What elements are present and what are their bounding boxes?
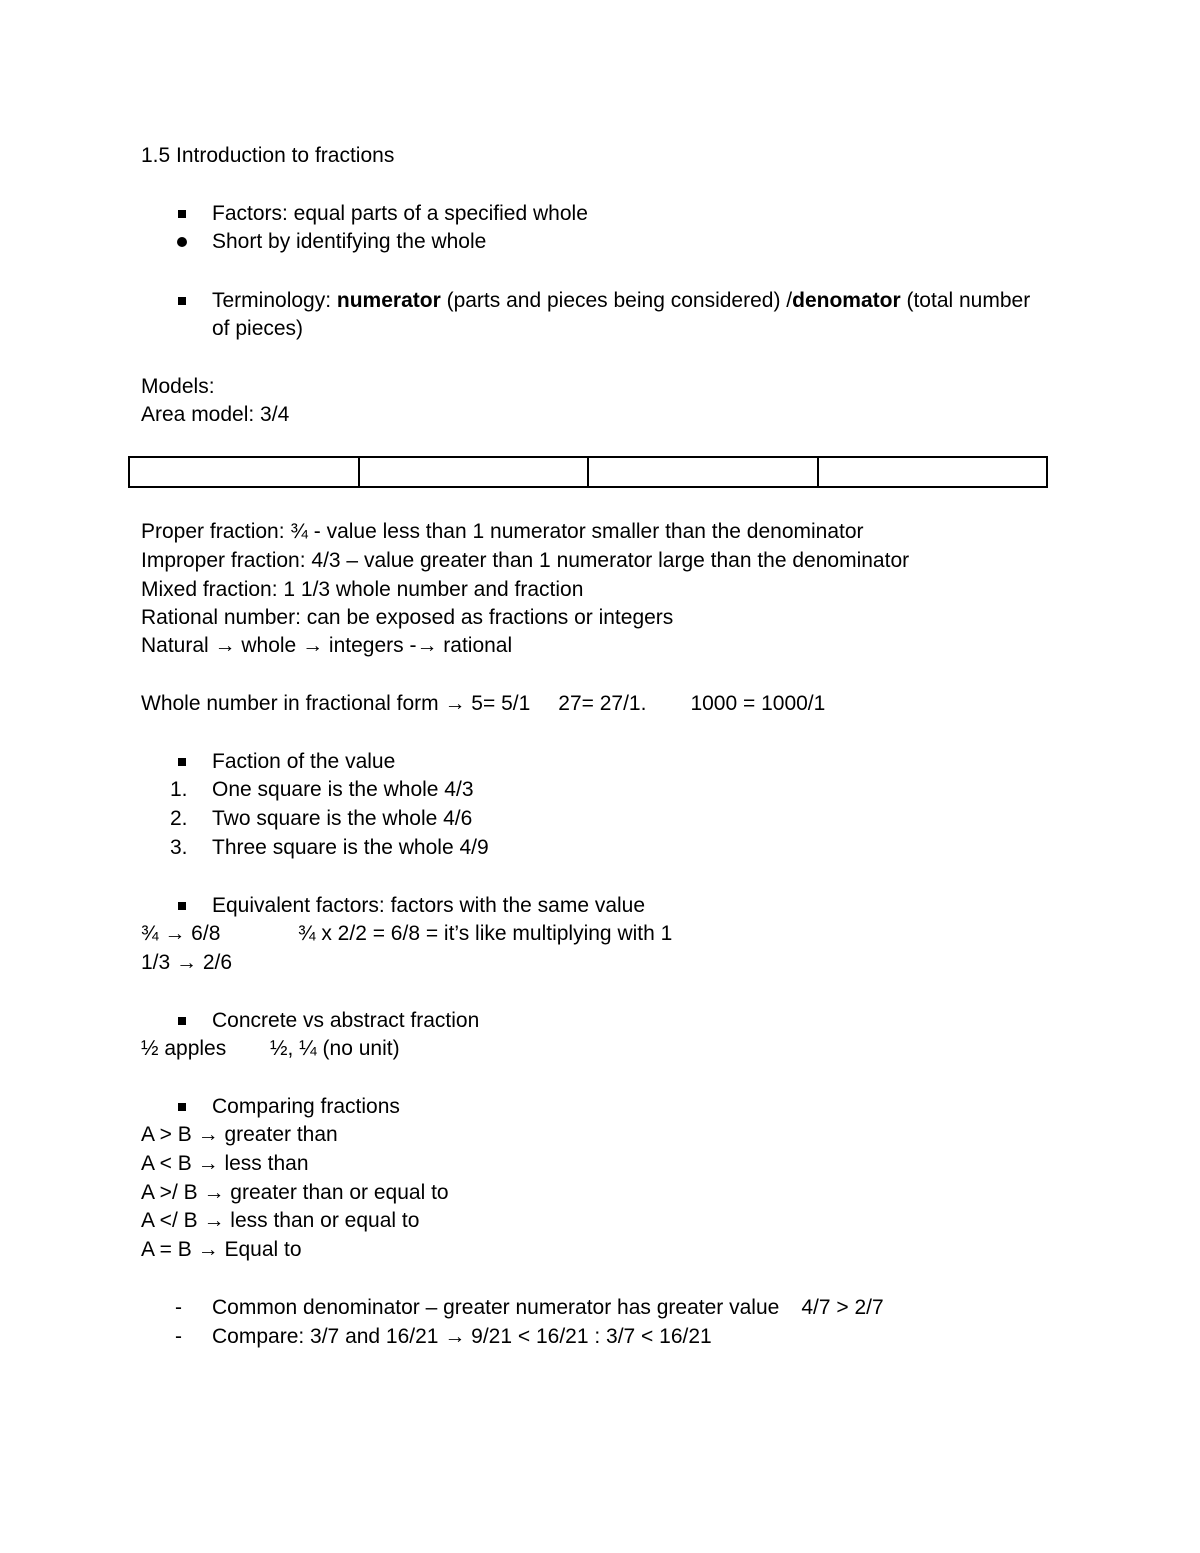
mixed-fraction-line: Mixed fraction: 1 1/3 whole number and fraction [141,578,584,601]
list-number: 2. [170,807,188,830]
comparing-heading: Comparing fractions [212,1095,400,1118]
equivalent-example-c: 1/3 → 2/6 [141,951,233,974]
area-model-cell [818,457,1048,487]
area-model-cell [129,457,359,487]
square-bullet-icon [170,893,200,919]
common-denominator-line [212,1295,884,1321]
denominator-term: denomator [792,289,901,312]
equivalent-heading: Equivalent factors: factors with the same value [212,894,646,917]
square-bullet-icon [170,1008,200,1034]
list-item: Two square is the whole 4/6 [212,807,473,830]
comparison-line: A > B → greater than [141,1123,338,1146]
square-bullet-icon [170,201,200,227]
terminology-end: (total number [900,289,1031,312]
dash-bullet: - [175,1325,182,1348]
area-model-cell [588,457,818,487]
whole-number-example: 27= 27/1. [558,692,647,715]
whole-number-label: Whole number in fractional form → 5= 5/1 [141,692,531,715]
terminology-mid: (parts and pieces being considered) / [440,289,793,312]
common-denominator-example: 4/7 > 2/7 [801,1296,884,1319]
comparison-line: A < B → less than [141,1152,309,1175]
whole-number-example: 1000 = 1000/1 [690,692,826,715]
square-bullet-icon [170,1094,200,1120]
proper-fraction-line: Proper fraction: ¾ - value less than 1 numerator smaller than the denominator [141,520,864,543]
common-denominator-text: Common denominator – greater numerator has greater value [212,1296,780,1319]
square-bullet-icon [170,288,200,314]
area-model-cell [359,457,589,487]
improper-fraction-line: Improper fraction: 4/3 – value greater than 1 numerator large than the denominator [141,549,910,572]
rational-number-line: Rational number: can be exposed as fractions or integers [141,606,674,629]
list-item: Three square is the whole 4/9 [212,836,489,859]
area-model-grid [128,456,1048,488]
list-number: 3. [170,836,188,859]
compare-example-line: Compare: 3/7 and 16/21 → 9/21 < 16/21 : 3/7 < 16/21 [212,1325,712,1348]
terminology-continuation: of pieces) [212,317,304,340]
area-model-label: Area model: 3/4 [141,403,290,426]
equivalent-example-a: ¾ → 6/8 [141,922,221,945]
terminology-label: Terminology: [212,289,337,312]
dash-bullet: - [175,1296,182,1319]
intro-item-factors: Factors: equal parts of a specified whole [212,202,588,225]
number-chain-line: Natural → whole → integers -→ rational [141,634,513,657]
whole-number-line [141,691,825,717]
abstract-example: ½, ¼ (no unit) [270,1037,400,1060]
list-item: One square is the whole 4/3 [212,778,474,801]
list-number: 1. [170,778,188,801]
equivalent-example-b: ¾ x 2/2 = 6/8 = it’s like multiplying with 1 [298,922,673,945]
round-bullet-icon [170,229,200,255]
comparison-line: A </ B → less than or equal to [141,1209,420,1232]
concrete-heading: Concrete vs abstract fraction [212,1009,480,1032]
page-title: 1.5 Introduction to fractions [141,144,395,167]
models-heading: Models: [141,375,215,398]
terminology-line [212,288,1030,314]
fraction-value-heading: Faction of the value [212,750,396,773]
concrete-example: ½ apples [141,1037,227,1060]
intro-item-short: Short by identifying the whole [212,230,487,253]
comparison-line: A = B → Equal to [141,1238,302,1261]
numerator-term: numerator [336,289,441,312]
square-bullet-icon [170,749,200,775]
comparison-line: A >/ B → greater than or equal to [141,1181,449,1204]
